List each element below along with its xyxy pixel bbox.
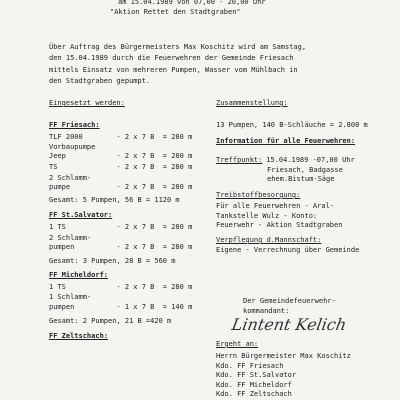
table-row: 2 Schlamm- bbox=[49, 234, 92, 242]
recipient-item: Kdo. FF Zeltschach bbox=[216, 390, 292, 398]
table-row: Jeep - 2 x 7 B = 280 m bbox=[49, 152, 193, 160]
fuel-text: Für alle Feuerwehren - Aral- bbox=[216, 202, 335, 210]
treffpunkt-label: Treffpunkt: bbox=[216, 156, 263, 164]
info-heading: Information für alle Feuerwehren: bbox=[216, 137, 356, 145]
total-salvator: Gesamt: 3 Pumpen, 28 B = 560 m bbox=[49, 257, 176, 265]
table-row: pumpe - 2 x 7 B = 280 m bbox=[49, 183, 193, 191]
intro-line: Über Auftrag des Bürgermeisters Max Koschitz wird am Samstag, bbox=[49, 43, 307, 51]
header-action-title: "Aktion Rettet den Stadtgraben" bbox=[110, 8, 241, 16]
recipients-heading: Ergeht an: bbox=[216, 340, 259, 348]
table-row: pumpen - 1 x 7 B = 140 m bbox=[49, 303, 193, 311]
food-text: Eigene - Verrechnung über Gemeinde bbox=[216, 246, 360, 254]
recipient-item: Herrn Bürgermeister Max Koschitz bbox=[216, 352, 351, 360]
table-row: TLF 2000 - 2 x 7 B = 280 m bbox=[49, 133, 193, 141]
treffpunkt-text: 15.04.1989 -07,00 Uhr bbox=[262, 156, 355, 164]
table-row: 1 TS - 2 x 7 B = 280 m bbox=[49, 223, 193, 231]
left-heading: Eingesetzt werden: bbox=[49, 99, 125, 107]
signature: Lintent Kelich bbox=[230, 315, 348, 334]
right-heading: Zusammenstellung: bbox=[216, 99, 288, 107]
fuel-heading: Treibstoffbesorgung: bbox=[216, 191, 301, 199]
section-title-micheldorf: FF Micheldorf: bbox=[49, 271, 109, 279]
table-row: 1 TS - 2 x 7 B = 280 m bbox=[49, 283, 193, 291]
table-row: 2 Schlamm- bbox=[49, 174, 92, 182]
commander-label: kommandant: bbox=[243, 307, 290, 315]
section-title-friesach: FF Friesach: bbox=[49, 121, 100, 129]
table-row: TS - 2 x 7 B = 280 m bbox=[49, 163, 193, 171]
fuel-text: Feuerwehr - Aktion Stadtgraben bbox=[216, 221, 343, 229]
intro-line: den 15.04.1989 durch die Feuerwehren der Gemeinde Friesach bbox=[49, 54, 294, 62]
section-title-zeltschach: FF Zeltschach: bbox=[49, 332, 109, 340]
table-row: pumpen - 2 x 7 B = 280 m bbox=[49, 243, 193, 251]
intro-line: den Stadtgraben gepumpt. bbox=[49, 77, 151, 85]
intro-line: mittels Einsatz von mehreren Pumpen, Wasser vom Mühlbach in bbox=[49, 66, 298, 74]
table-row: 1 Schlamm- bbox=[49, 293, 92, 301]
fuel-text: Tankstelle Wulz - Konto: bbox=[216, 212, 318, 220]
header-date-line: am 15.04.1989 von 07,00 - 20,00 Uhr bbox=[118, 0, 266, 6]
treffpunkt-text: ehem.Bistum-Säge bbox=[267, 175, 335, 183]
commander-label: Der Gemeindefeuerwehr- bbox=[243, 297, 336, 305]
recipient-item: Kdo. FF St.Salvator bbox=[216, 371, 297, 379]
table-row: Vorbaupumpe bbox=[49, 143, 96, 151]
summary-line: 13 Pumpen, 140 B-Schläuche = 2.800 m bbox=[216, 121, 368, 129]
section-title-salvator: FF St.Salvator: bbox=[49, 211, 113, 219]
total-micheldorf: Gesamt: 2 Pumpen, 21 B =420 m bbox=[49, 317, 172, 325]
treffpunkt-text: Friesach, Badgasse bbox=[267, 166, 343, 174]
total-friesach: Gesamt: 5 Pumpen, 56 B = 1120 m bbox=[49, 196, 180, 204]
food-heading: Verpflegung d.Mannschaft: bbox=[216, 236, 322, 244]
recipient-item: Kdo. FF Friesach bbox=[216, 362, 284, 370]
recipient-item: Kdo. FF Micheldorf bbox=[216, 381, 292, 389]
